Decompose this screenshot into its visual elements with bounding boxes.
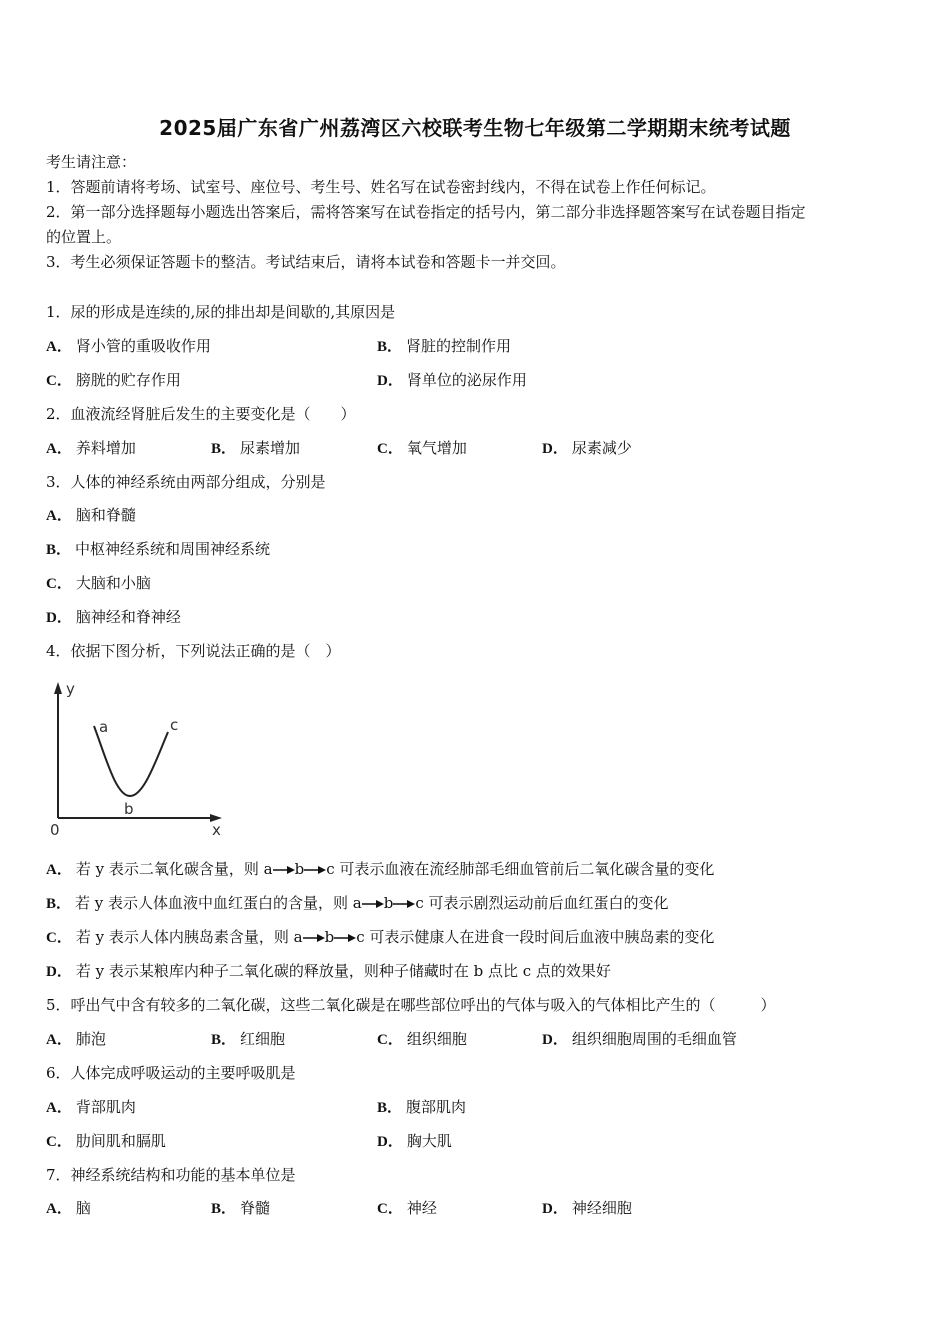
- q4-option-b[interactable]: [46, 893, 669, 914]
- notice-heading: 考生请注意：: [46, 153, 137, 171]
- option-text: 肺泡: [75, 1030, 106, 1048]
- arrow-right-icon: [393, 899, 415, 909]
- q3-option-a[interactable]: [46, 505, 136, 526]
- option-text: 若 y 表示二氧化碳含量，则: [75, 860, 264, 878]
- point-b-label: b: [124, 800, 134, 818]
- option-key: A．: [46, 1201, 72, 1217]
- option-key: B．: [377, 339, 403, 355]
- y-axis-label: y: [66, 680, 75, 698]
- q6-option-d[interactable]: [377, 1131, 452, 1152]
- option-text: 可表示剧烈运动前后血红蛋白的变化: [428, 894, 669, 912]
- option-text: 组织细胞周围的毛细血管: [571, 1030, 737, 1048]
- option-text: 膀胱的贮存作用: [75, 371, 181, 389]
- option-text: c: [356, 928, 365, 946]
- q7-option-c[interactable]: [377, 1198, 437, 1219]
- option-key: C．: [46, 373, 72, 389]
- question-7-stem: 7．神经系统结构和功能的基本单位是: [46, 1166, 296, 1184]
- option-text: b: [383, 894, 394, 912]
- option-text: 肾小管的重吸收作用: [75, 337, 211, 355]
- notice-item-3: 3．考生必须保证答题卡的整洁。考试结束后，请将本试卷和答题卡一并交回。: [46, 253, 566, 271]
- option-key: A．: [46, 441, 72, 457]
- notice-item-1: 1．答题前请将考场、试室号、座位号、考生号、姓名写在试卷密封线内，不得在试卷上作任何标记。: [46, 178, 716, 196]
- arrow-right-icon: [273, 865, 295, 875]
- q4-option-d[interactable]: [46, 961, 611, 982]
- question-6-stem: 6．人体完成呼吸运动的主要呼吸肌是: [46, 1064, 296, 1082]
- point-c-label: c: [170, 716, 179, 734]
- option-text: a: [293, 928, 303, 946]
- option-key: A．: [46, 508, 72, 524]
- q5-option-d[interactable]: [542, 1029, 737, 1050]
- q2-option-a[interactable]: [46, 438, 136, 459]
- q7-option-b[interactable]: [211, 1198, 270, 1219]
- option-text: 神经: [406, 1199, 437, 1217]
- option-text: 脑和脊髓: [75, 506, 136, 524]
- option-text: 中枢神经系统和周围神经系统: [75, 540, 271, 558]
- option-key: D．: [377, 373, 403, 389]
- option-key: C．: [46, 576, 72, 592]
- q6-option-a[interactable]: [46, 1097, 136, 1118]
- q4-option-c[interactable]: [46, 927, 714, 948]
- origin-label: 0: [50, 821, 60, 839]
- q5-option-b[interactable]: [211, 1029, 285, 1050]
- q4-option-a[interactable]: [46, 859, 714, 880]
- option-text: c: [326, 860, 335, 878]
- option-key: A．: [46, 339, 72, 355]
- option-text: c: [415, 894, 424, 912]
- option-text: 可表示健康人在进食一段时间后血液中胰岛素的变化: [369, 928, 715, 946]
- q7-option-a[interactable]: [46, 1198, 91, 1219]
- option-text: 神经细胞: [571, 1199, 632, 1217]
- option-key: B．: [377, 1100, 403, 1116]
- option-key: D．: [377, 1134, 403, 1150]
- q3-option-d[interactable]: [46, 607, 181, 628]
- q7-option-d[interactable]: [542, 1198, 632, 1219]
- option-text: a: [352, 894, 362, 912]
- option-key: C．: [377, 1032, 403, 1048]
- q2-option-b[interactable]: [211, 438, 300, 459]
- q5-option-c[interactable]: [377, 1029, 467, 1050]
- option-key: A．: [46, 862, 72, 878]
- q1-option-c[interactable]: [46, 370, 181, 391]
- notice-item-2: 2．第一部分选择题每小题选出答案后，需将答案写在试卷指定的括号内，第二部分非选择题答案写在试卷题目指定: [46, 203, 806, 221]
- arrow-right-icon: [303, 933, 325, 943]
- option-text: 肋间肌和膈肌: [75, 1132, 166, 1150]
- q5-option-a[interactable]: [46, 1029, 106, 1050]
- question-1-stem: 1．尿的形成是连续的,尿的排出却是间歇的,其原因是: [46, 303, 396, 321]
- notice-item-2-cont: 的位置上。: [46, 228, 122, 246]
- option-text: 若 y 表示人体血液中血红蛋白的含量，则: [75, 894, 353, 912]
- option-text: 可表示血液在流经肺部毛细血管前后二氧化碳含量的变化: [339, 860, 715, 878]
- option-key: B．: [211, 1201, 237, 1217]
- option-text: 尿素减少: [571, 439, 632, 457]
- option-text: 尿素增加: [240, 439, 301, 457]
- x-axis-label: x: [212, 821, 221, 839]
- option-text: a: [263, 860, 273, 878]
- option-key: D．: [46, 610, 72, 626]
- y-axis-arrow-icon: [54, 682, 62, 694]
- option-text: 背部肌肉: [75, 1098, 136, 1116]
- option-text: 肾脏的控制作用: [406, 337, 512, 355]
- option-text: 大脑和小脑: [75, 574, 151, 592]
- option-key: C．: [377, 441, 403, 457]
- option-text: 养料增加: [75, 439, 136, 457]
- option-text: 脑: [75, 1199, 91, 1217]
- option-key: C．: [377, 1201, 403, 1217]
- option-key: D．: [542, 441, 568, 457]
- curve-line: [94, 726, 168, 796]
- q3-option-c[interactable]: [46, 573, 151, 594]
- curve-graph: [44, 678, 234, 843]
- question-4-stem: 4．依据下图分析，下列说法正确的是（ ）: [46, 642, 341, 660]
- option-text: 胸大肌: [406, 1132, 452, 1150]
- point-a-label: a: [99, 718, 109, 736]
- option-text: 氧气增加: [406, 439, 467, 457]
- q1-option-d[interactable]: [377, 370, 527, 391]
- option-text: b: [294, 860, 305, 878]
- q3-option-b[interactable]: [46, 539, 270, 560]
- option-key: B．: [46, 896, 72, 912]
- option-key: D．: [542, 1201, 568, 1217]
- q2-option-d[interactable]: [542, 438, 632, 459]
- option-text: 肾单位的泌尿作用: [406, 371, 527, 389]
- option-key: D．: [46, 964, 72, 980]
- option-key: D．: [542, 1032, 568, 1048]
- option-text: 脊髓: [240, 1199, 271, 1217]
- arrow-right-icon: [362, 899, 384, 909]
- question-2-stem: 2．血液流经肾脏后发生的主要变化是（ ）: [46, 405, 356, 423]
- q1-option-b[interactable]: [377, 336, 511, 357]
- option-key: A．: [46, 1100, 72, 1116]
- option-key: C．: [46, 1134, 72, 1150]
- option-text: 若 y 表示某粮库内种子二氧化碳的释放量，则种子储藏时在 b 点比 c 点的效果好: [75, 962, 611, 980]
- option-text: 组织细胞: [406, 1030, 467, 1048]
- option-key: B．: [46, 542, 72, 558]
- q6-option-b[interactable]: [377, 1097, 466, 1118]
- q1-option-a[interactable]: [46, 336, 211, 357]
- arrow-right-icon: [304, 865, 326, 875]
- q2-option-c[interactable]: [377, 438, 467, 459]
- option-text: 若 y 表示人体内胰岛素含量，则: [75, 928, 294, 946]
- q6-option-c[interactable]: [46, 1131, 166, 1152]
- option-key: C．: [46, 930, 72, 946]
- question-5-stem: 5．呼出气中含有较多的二氧化碳，这些二氧化碳是在哪些部位呼出的气体与吸入的气体相比产生的（ ）: [46, 996, 776, 1014]
- option-text: 腹部肌肉: [406, 1098, 467, 1116]
- option-text: 脑神经和脊神经: [75, 608, 181, 626]
- question-3-stem: 3．人体的神经系统由两部分组成，分别是: [46, 473, 326, 491]
- page-title: 2025届广东省广州荔湾区六校联考生物七年级第二学期期末统考试题: [159, 116, 791, 140]
- arrow-right-icon: [334, 933, 356, 943]
- option-key: A．: [46, 1032, 72, 1048]
- option-key: B．: [211, 1032, 237, 1048]
- option-text: b: [324, 928, 335, 946]
- option-key: B．: [211, 441, 237, 457]
- option-text: 红细胞: [240, 1030, 286, 1048]
